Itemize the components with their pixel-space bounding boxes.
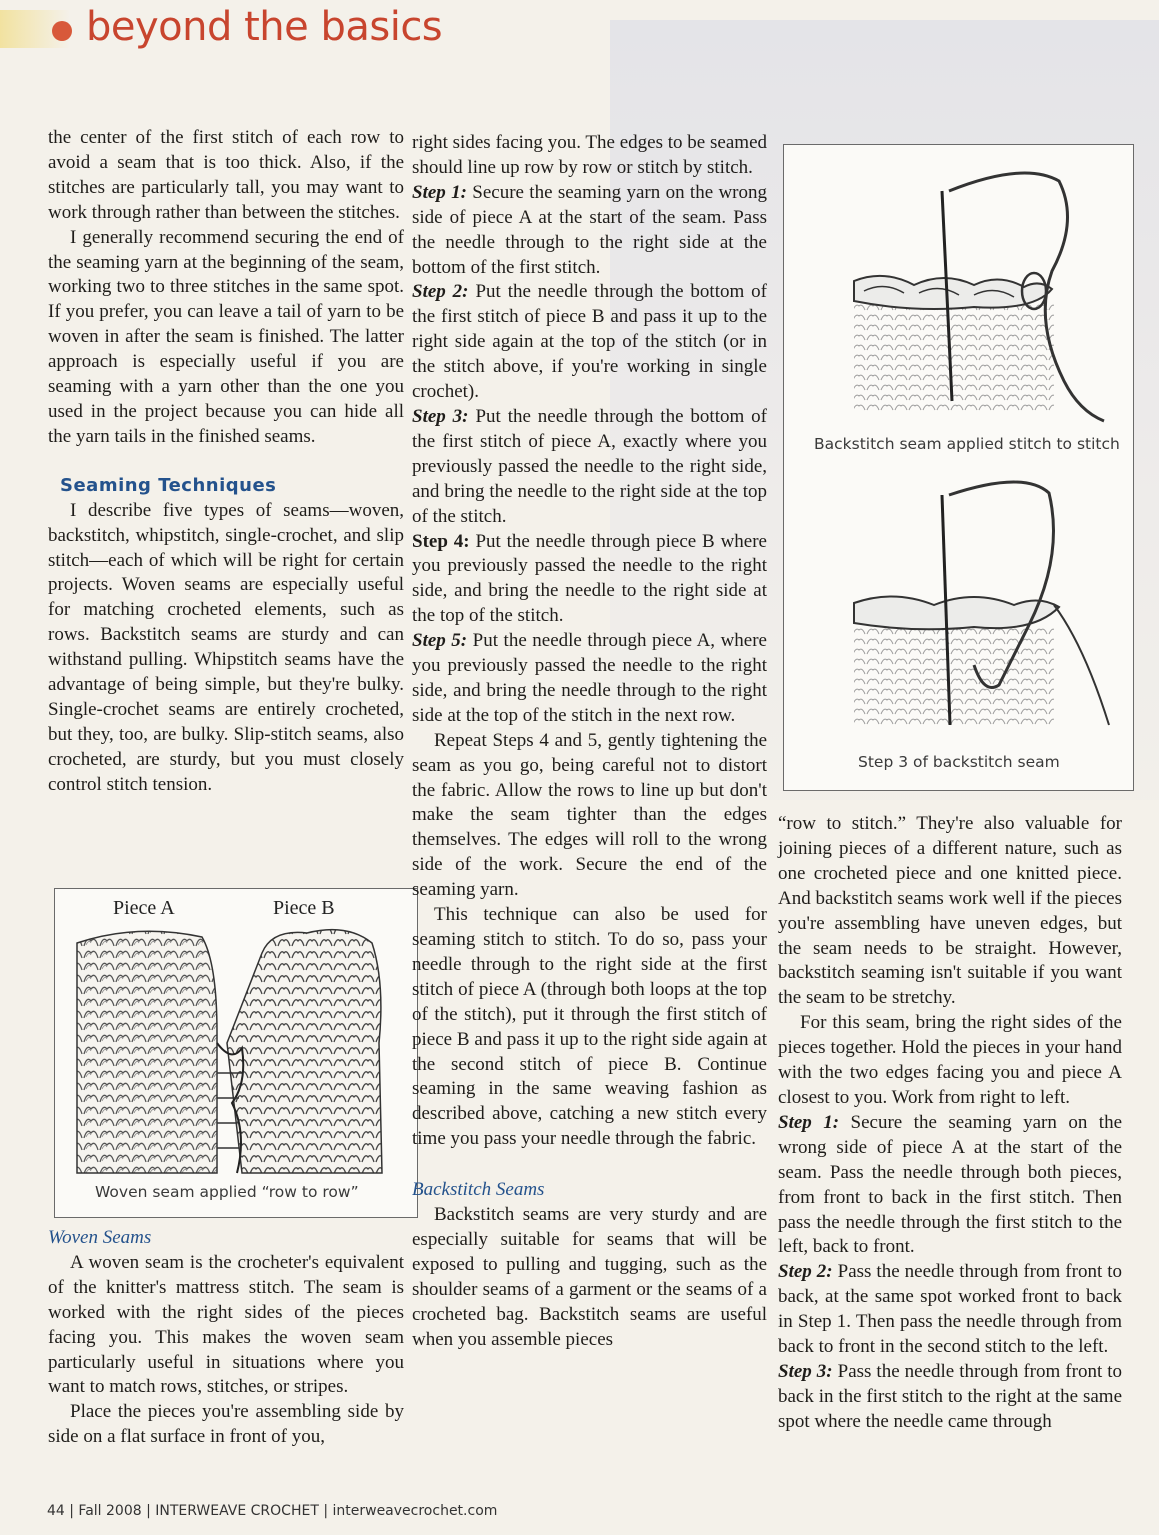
step-text: Put the needle through the bottom of the first stitch of piece B and pass it up to the right side again at the top of the stitch (or in the stitch above, if you're working in single crochet).	[412, 281, 768, 403]
step-4	[412, 530, 767, 630]
paragraph: “row to stitch.” They're also valuable for joining pieces of a different nature, such as one crocheted piece and one knitted piece. And backstitch seams work well if the pieces you're assembling have uneven edges, but the seam needs to be straight. However, backstitch seaming isn't suitable if you want the seam to be stretchy.	[778, 813, 1122, 1009]
paragraph: right sides facing you. The edges to be seamed should line up row by row or stitch by stitch.	[412, 132, 767, 178]
paragraph: Repeat Steps 4 and 5, gently tightening the seam as you go, being careful not to distort the fabric. Allow the rows to line up but don't make the seam tighter than the edges themselves. The edges will roll to the wrong side of the work. Secure the end of the seaming yarn.	[412, 729, 767, 901]
backstitch-step3-illustration	[824, 475, 1124, 745]
section-header	[0, 0, 1159, 70]
figure-caption: Backstitch seam applied stitch to stitch	[814, 435, 1120, 453]
piece-a-label: Piece A	[113, 897, 175, 919]
step-label: Step 1:	[412, 181, 467, 203]
column-3	[778, 812, 1122, 1435]
paragraph: I describe five types of seams—woven, backstitch, whipstitch, single-crochet, and slip stitch—each of which will be right for certain projects. Woven seams are especially useful for matching crocheted elements, such as rows. Backstitch seams are sturdy and can withstand pulling. Whipstitch seams have the advantage of being simple, but they're bulky. Single-crochet seams are entirely crocheted, but they, too, are bulky. Slip-stitch seams, also crocheted, are sturdy, but you must closely control stitch tension.	[48, 499, 404, 795]
figure-caption: Woven seam applied “row to row”	[95, 1183, 359, 1201]
step-2	[412, 280, 767, 405]
step-text: Put the needle through piece A, where you previously passed the needle to the right side, and bring the needle through to the right side at the top of the stitch in the next row.	[412, 630, 767, 726]
step-label: Step 4:	[412, 530, 470, 552]
step-3	[412, 405, 767, 530]
step-label: Step 3:	[778, 1360, 833, 1382]
step-text: Secure the seaming yarn on the wrong side of piece A at the start of the seam. Pass the needle through both pieces, from front to back in the first stitch. Then pass the needle through the first stitch to the left, back to front.	[778, 1111, 1123, 1258]
heading-seaming-techniques: Seaming Techniques	[60, 474, 277, 496]
figure-woven-seam	[54, 888, 418, 1218]
step-label: Step 5:	[412, 630, 468, 652]
step-text: Put the needle through the bottom of the first stitch of piece A, exactly where you previously passed the needle to the right side, and bring the needle to the right side at the top of the stitch.	[412, 405, 768, 527]
step-5	[412, 629, 767, 729]
paragraph: A woven seam is the crocheter's equivalent of the knitter's mattress stitch. The seam is worked with the right sides of the pieces facing you. This makes the woven seam particularly useful in situations where you want to match rows, stitches, or stripes.	[48, 1251, 404, 1398]
step-label: Step 2:	[778, 1261, 833, 1283]
figure-caption: Step 3 of backstitch seam	[858, 753, 1060, 771]
paragraph: Place the pieces you're assembling side by side on a flat surface in front of you,	[48, 1401, 404, 1448]
backstitch-stitch-to-stitch-illustration	[824, 161, 1124, 431]
paragraph: For this seam, bring the right sides of the pieces together. Hold the pieces in your hand with the two edges facing you and piece A closest to you. Work from right to left.	[778, 1012, 1122, 1108]
paragraph: the center of the first stitch of each row to avoid a seam that is too thick. Also, if the stitches are particularly tall, you may want to work through rather than between the stitches.	[48, 127, 404, 223]
column-1	[48, 126, 404, 798]
step-label: Step 1:	[778, 1111, 840, 1133]
figure-backstitch-seam	[783, 144, 1134, 791]
piece-b-label: Piece B	[273, 897, 335, 919]
column-1-lower	[48, 1226, 404, 1450]
section-title: beyond the basics	[86, 4, 443, 50]
step-label: Step 3:	[412, 405, 469, 427]
step-text: Secure the seaming yarn on the wrong side of piece A at the start of the seam. Pass the needle through to the right side at the bottom of the first stitch.	[412, 181, 768, 278]
step-text: Pass the needle through from front to back in the first stitch to the right at the same spot where the needle came through	[778, 1360, 1123, 1432]
step-text: Put the needle through piece B where you previously passed the needle to the right side, and bring the needle to the right side at the top of the stitch.	[412, 530, 767, 627]
step-text: Pass the needle through from front to back, at the same spot worked front to back in Step 1. Then pass the needle through from back to front in the second stitch to the left.	[778, 1261, 1123, 1358]
heading-backstitch-seams: Backstitch Seams	[412, 1179, 545, 1201]
step-1	[412, 181, 767, 281]
step-2	[778, 1260, 1122, 1360]
paragraph: Backstitch seams are very sturdy and are especially suitable for seams that will be exposed to pulling and tugging, such as the shoulder seams of a garment or the seams of a crocheted bag. Backstitch seams are useful when you assemble pieces	[412, 1204, 767, 1350]
step-3	[778, 1360, 1122, 1435]
step-1	[778, 1111, 1122, 1260]
woven-seam-illustration	[67, 923, 407, 1185]
paragraph: I generally recommend securing the end of the seaming yarn at the beginning of the seam, working two to three stitches in the same spot. If you prefer, you can leave a tail of yarn to be woven in after the seam is finished. The latter approach is especially useful if you are seaming with a yarn other than the one you used in the project because you can hide all the yarn tails in the finished seams.	[48, 226, 404, 447]
bullet-icon	[52, 21, 72, 41]
step-label: Step 2:	[412, 281, 469, 303]
page-footer: 44 | Fall 2008 | INTERWEAVE CROCHET | interweavecrochet.com	[47, 1503, 498, 1519]
paragraph: This technique can also be used for seaming stitch to stitch. To do so, pass your needle through to the right side at the first stitch of piece A (through both loops at the top of the stitch), put it through the first stitch of piece B and pass it up to the right side again at the second stitch of piece B. Continue seaming in the same weaving fashion as described above, catching a new stitch every time you pass your needle through the fabric.	[412, 904, 767, 1150]
heading-woven-seams: Woven Seams	[48, 1227, 152, 1248]
column-2	[412, 131, 767, 1353]
